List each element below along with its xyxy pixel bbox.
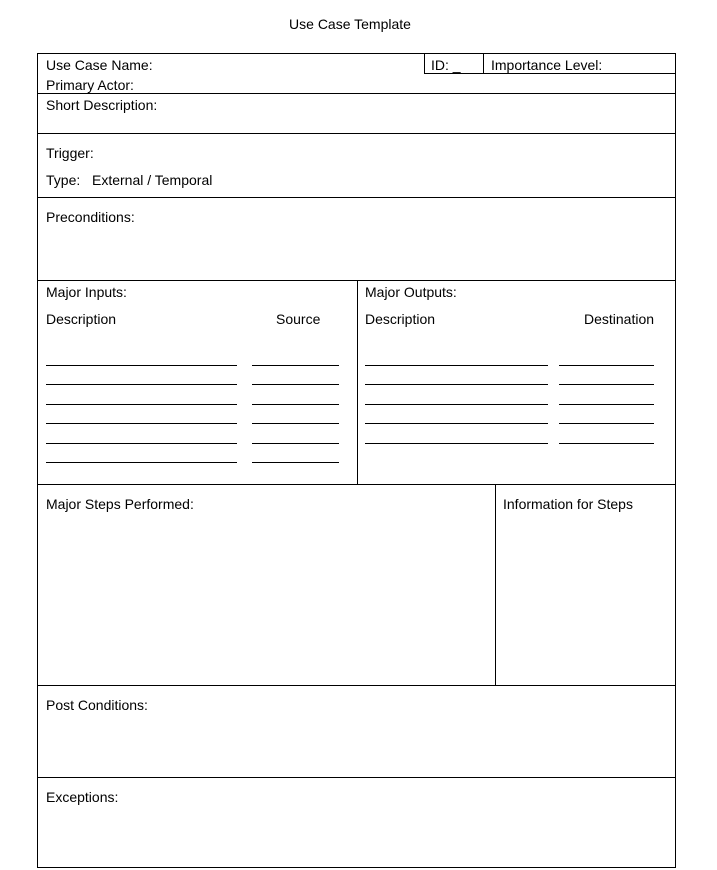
- input-description-blank[interactable]: [46, 423, 237, 424]
- input-source-blank[interactable]: [252, 365, 339, 366]
- use-case-name-label: Use Case Name:: [46, 57, 153, 73]
- output-destination-blank[interactable]: [559, 443, 654, 444]
- information-for-steps-label: Information for Steps: [503, 496, 633, 512]
- outputs-destination-header: Destination: [584, 311, 655, 327]
- major-inputs-label: Major Inputs:: [46, 284, 127, 300]
- output-destination-blank[interactable]: [559, 365, 654, 366]
- divider-after-steps: [37, 685, 676, 686]
- major-outputs-label: Major Outputs:: [365, 284, 457, 300]
- output-description-blank[interactable]: [365, 365, 548, 366]
- steps-info-divider: [495, 484, 496, 686]
- input-source-blank[interactable]: [252, 443, 339, 444]
- input-source-blank[interactable]: [252, 404, 339, 405]
- trigger-type-value: External / Temporal: [92, 172, 213, 188]
- id-divider-left: [424, 53, 425, 74]
- output-destination-blank[interactable]: [559, 384, 654, 385]
- divider-after-short-description: [37, 133, 676, 134]
- input-description-blank[interactable]: [46, 404, 237, 405]
- output-description-blank[interactable]: [365, 423, 548, 424]
- post-conditions-label: Post Conditions:: [46, 697, 148, 713]
- short-description-label: Short Description:: [46, 97, 158, 113]
- input-description-blank[interactable]: [46, 462, 237, 463]
- primary-actor-label: Primary Actor:: [46, 77, 134, 93]
- id-label: ID: _: [431, 57, 461, 73]
- id-divider-right: [483, 53, 484, 74]
- divider-after-post-conditions: [37, 777, 676, 778]
- output-description-blank[interactable]: [365, 443, 548, 444]
- page-title: Use Case Template: [289, 16, 411, 32]
- inputs-outputs-divider: [357, 280, 358, 485]
- outputs-description-header: Description: [365, 311, 436, 327]
- form-top-border: [37, 53, 676, 54]
- output-destination-blank[interactable]: [559, 423, 654, 424]
- preconditions-label: Preconditions:: [46, 209, 135, 225]
- input-description-blank[interactable]: [46, 443, 237, 444]
- divider-after-primary-actor: [37, 93, 676, 94]
- input-description-blank[interactable]: [46, 365, 237, 366]
- header-row-line: [424, 73, 676, 74]
- input-source-blank[interactable]: [252, 384, 339, 385]
- trigger-label: Trigger:: [46, 145, 94, 161]
- inputs-source-header: Source: [276, 311, 321, 327]
- form-right-border: [675, 53, 676, 868]
- output-description-blank[interactable]: [365, 384, 548, 385]
- major-steps-label: Major Steps Performed:: [46, 496, 194, 512]
- importance-level-label: Importance Level:: [491, 57, 603, 73]
- exceptions-label: Exceptions:: [46, 789, 119, 805]
- form-left-border: [37, 53, 38, 868]
- output-description-blank[interactable]: [365, 404, 548, 405]
- output-destination-blank[interactable]: [559, 404, 654, 405]
- input-description-blank[interactable]: [46, 384, 237, 385]
- input-source-blank[interactable]: [252, 423, 339, 424]
- inputs-description-header: Description: [46, 311, 117, 327]
- form-bottom-border: [37, 867, 676, 868]
- divider-after-trigger: [37, 197, 676, 198]
- trigger-type-label: Type:: [46, 172, 81, 188]
- input-source-blank[interactable]: [252, 462, 339, 463]
